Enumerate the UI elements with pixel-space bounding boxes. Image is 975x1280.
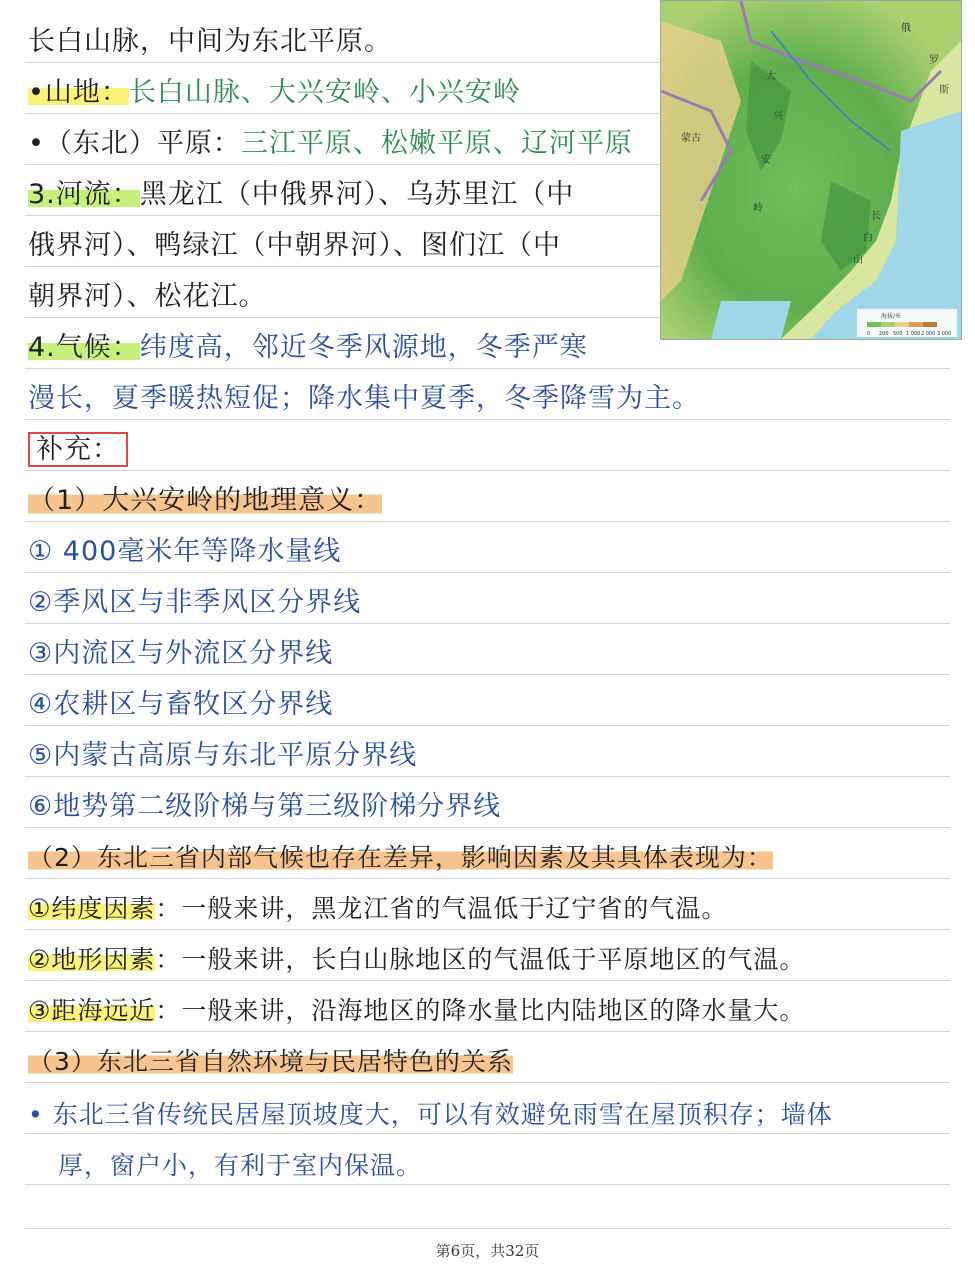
climate-label: 4.气候：: [28, 332, 140, 363]
map-label: 山: [853, 255, 863, 266]
map-label: 大: [766, 71, 776, 82]
rule: [25, 113, 660, 114]
factor-text: ：一般来讲，黑龙江省的气温低于辽宁省的气温。: [155, 894, 728, 923]
map-legend-tick: 2 000: [921, 331, 936, 337]
note-line-mountains: [28, 75, 521, 111]
note-line-heading-3: [28, 1044, 513, 1080]
heading-1: （1）大兴安岭的地理意义：: [28, 485, 383, 516]
map-legend-tick: 1 000: [906, 331, 921, 337]
list-item: ⑥地势第二级阶梯与第三级阶梯分界线: [28, 791, 502, 822]
rule: [25, 674, 950, 675]
rule: [25, 1082, 950, 1083]
note-line-rivers: [28, 177, 574, 213]
map-label: 俄: [901, 23, 911, 34]
factor-line: [28, 942, 805, 978]
rule: [25, 521, 950, 522]
rule: [25, 827, 950, 828]
note-line-plains: [28, 126, 633, 162]
list-item: ⑤内蒙古高原与东北平原分界线: [28, 740, 418, 771]
rule: [25, 929, 950, 930]
rule: [25, 1133, 950, 1134]
map-label: 斯: [939, 85, 949, 96]
factor-label: ①纬度因素: [28, 894, 156, 923]
rule: [25, 623, 950, 624]
mountains-text: 长白山脉、大兴安岭、小兴安岭: [128, 77, 521, 108]
note-line-heading-2: [28, 840, 773, 876]
rule: [25, 878, 950, 879]
map-label: 蒙古: [681, 133, 701, 144]
northeast-china-map: [660, 0, 962, 340]
map-label: 长: [871, 211, 881, 222]
note-line-6: 朝界河）、松花江。: [28, 281, 267, 312]
plains-label: •（东北）平原：: [28, 128, 241, 159]
rule: [25, 980, 950, 981]
rule: [25, 725, 950, 726]
rule: [25, 470, 950, 471]
rule: [25, 1031, 950, 1032]
rivers-text: 黑龙江（中俄界河）、乌苏里江（中: [139, 179, 575, 210]
list-item: ②季风区与非季风区分界线: [28, 587, 362, 618]
note-line-22: • 东北三省传统民居屋顶坡度大，可以有效避免雨雪在屋顶积存；墙体: [28, 1100, 833, 1129]
map-label: 安: [761, 155, 771, 166]
rivers-label: 3.河流：: [28, 179, 140, 210]
factor-label: ②地形因素: [28, 945, 156, 974]
rule: [25, 368, 950, 369]
rule: [25, 572, 950, 573]
map-legend-tick: 200: [879, 331, 889, 337]
heading-3: （3）东北三省自然环境与民居特色的关系: [28, 1047, 513, 1076]
rule: [25, 1228, 950, 1229]
list-item: ① 400毫米年等降水量线: [28, 536, 342, 567]
supplement-box: 补充：: [28, 432, 128, 467]
climate-text: 纬度高，邻近冬季风源地，冬季严寒: [139, 332, 588, 363]
factor-text: ：一般来讲，长白山脉地区的气温低于平原地区的气温。: [155, 945, 806, 974]
rule: [25, 776, 950, 777]
map-legend-tick: 0: [867, 331, 871, 337]
list-item: ③内流区与外流区分界线: [28, 638, 334, 669]
heading-2: （2）东北三省内部气候也存在差异，影响因素及其具体表现为：: [28, 843, 773, 872]
note-line-23: 厚，窗户小，有利于室内保温。: [58, 1151, 423, 1180]
rule: [25, 1184, 950, 1185]
note-line-1: 长白山脉，中间为东北平原。: [28, 26, 392, 57]
map-legend-tick: 500: [893, 331, 903, 337]
rule: [25, 215, 660, 216]
rule: [25, 62, 660, 63]
mountains-label: •山地：: [28, 77, 129, 108]
list-item: ④农耕区与畜牧区分界线: [28, 689, 334, 720]
rule: [25, 266, 660, 267]
map-label: 岭: [753, 203, 763, 214]
factor-line: [28, 993, 805, 1029]
note-line-5: 俄界河）、鸭绿江（中朝界河）、图们江（中: [28, 230, 561, 261]
plains-text: 三江平原、松嫩平原、辽河平原: [240, 128, 633, 159]
factor-label: ③距海远近: [28, 996, 156, 1025]
factor-text: ：一般来讲，沿海地区的降水量比内陆地区的降水量大。: [155, 996, 806, 1025]
rule: [25, 317, 660, 318]
map-label: 罗: [929, 55, 939, 66]
map-legend-title: 海拔/米: [881, 313, 902, 320]
map-label: 白: [863, 233, 873, 244]
rule: [25, 164, 660, 165]
note-line-8: 漫长，夏季暖热短促；降水集中夏季，冬季降雪为主。: [28, 383, 700, 414]
map-legend-tick: 3 000: [937, 331, 952, 337]
note-line-supplement: [28, 432, 128, 468]
note-line-climate: [28, 330, 588, 366]
map-label: 兴: [773, 111, 783, 122]
page-footer: 第6页，共32页: [435, 1242, 540, 1260]
rule: [25, 419, 950, 420]
note-line-heading-1: [28, 483, 382, 519]
factor-line: [28, 891, 727, 927]
